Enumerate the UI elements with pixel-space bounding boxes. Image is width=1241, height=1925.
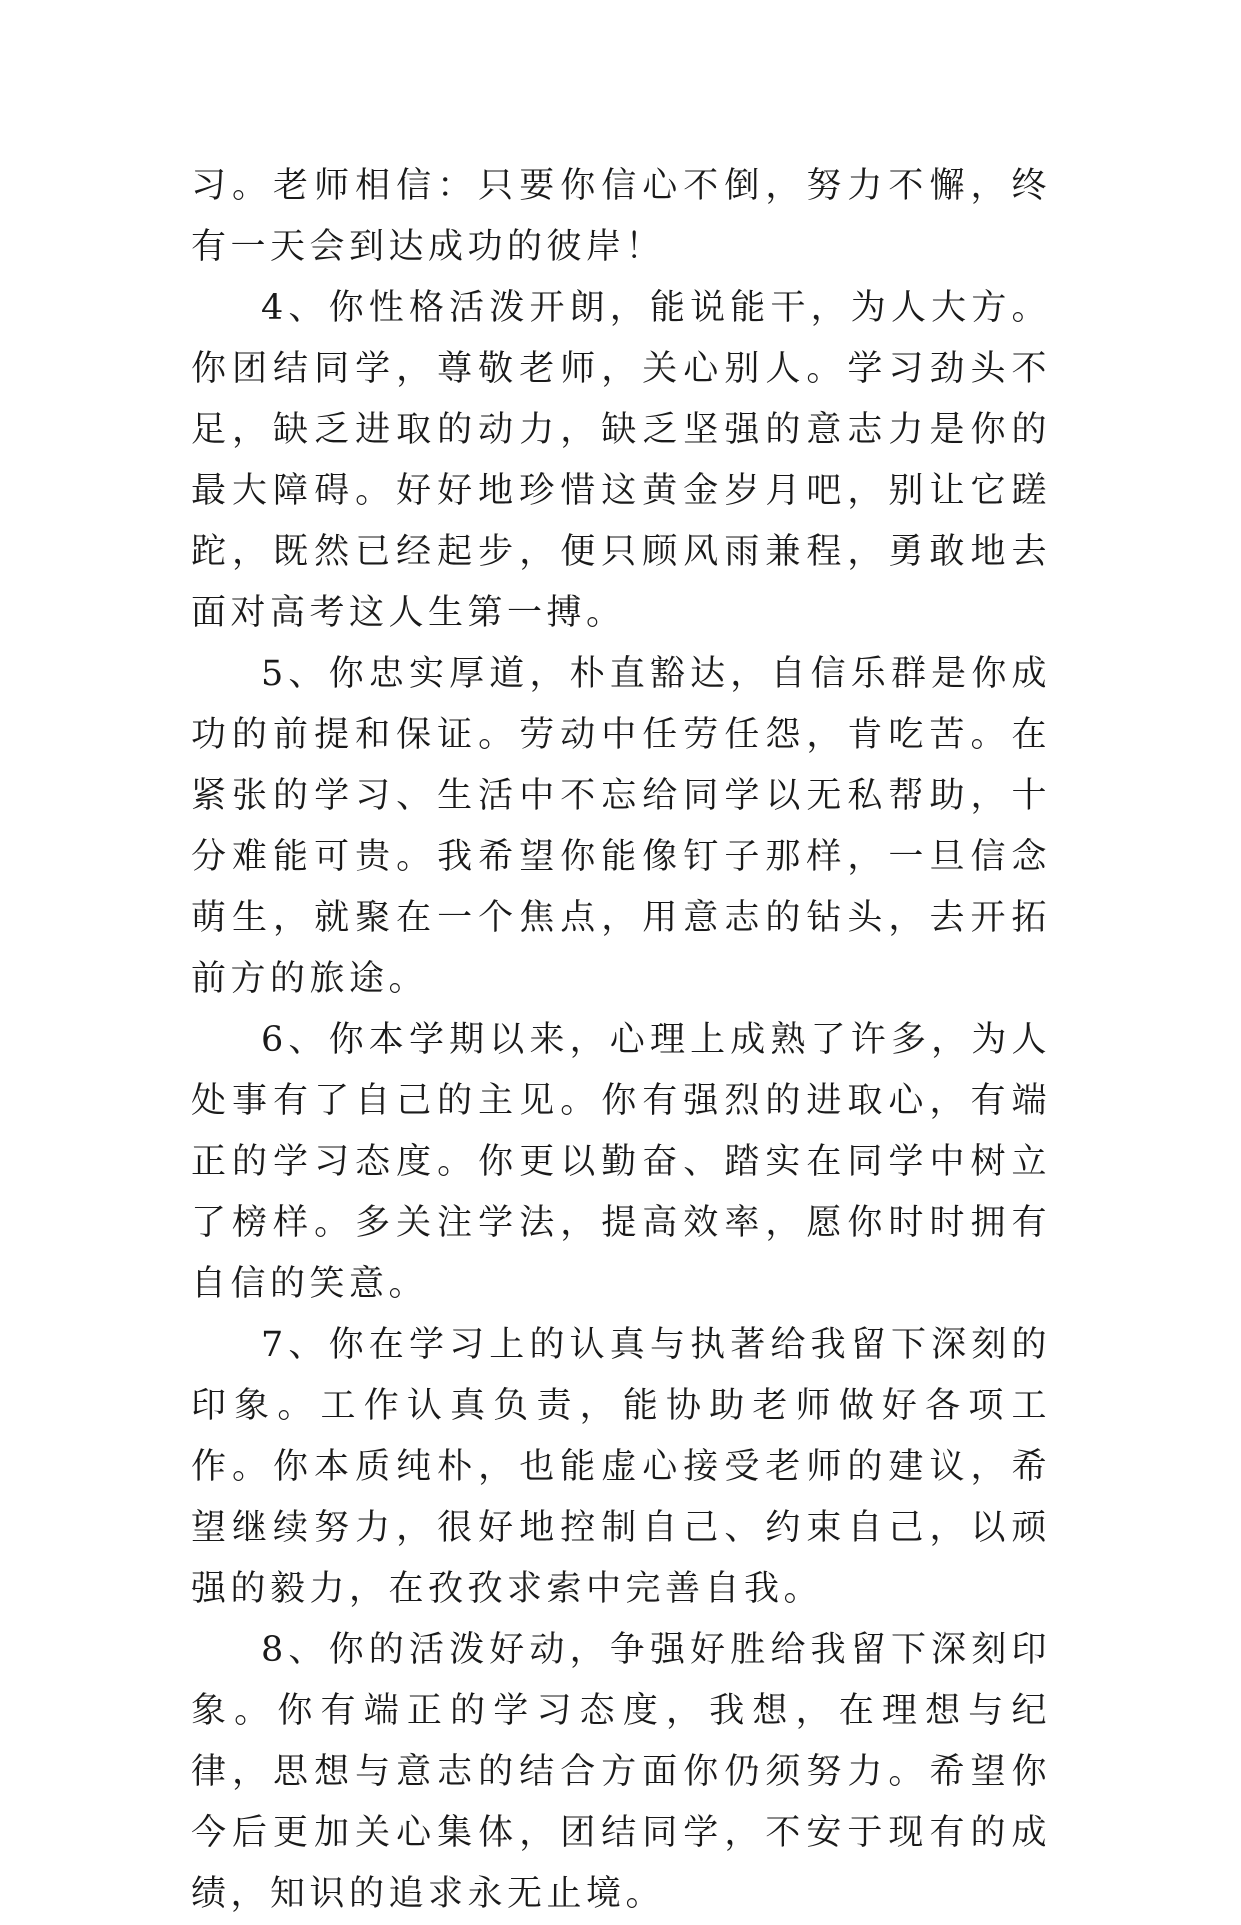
- paragraph-8: 8、你的活泼好动，争强好胜给我留下深刻印象。你有端正的学习态度，我想，在理想与纪律，思想与意志的结合方面你仍须努力。希望你今后更加关心集体，团结同学，不安于现有的成绩，知识的追求永无止境。: [191, 1630, 1051, 1914]
- paragraph-7: 7、你在学习上的认真与执著给我留下深刻的印象。工作认真负责，能协助老师做好各项工作。你本质纯朴，也能虚心接受老师的建议，希望继续努力，很好地控制自己、约束自己，以顽强的毅力，在孜孜求索中完善自我。: [191, 1325, 1051, 1609]
- paragraph-5: 5、你忠实厚道，朴直豁达，自信乐群是你成功的前提和保证。劳动中任劳任怨，肯吃苦。在紧张的学习、生活中不忘给同学以无私帮助，十分难能可贵。我希望你能像钉子那样，一旦信念萌生，就聚在一个焦点，用意志的钻头，去开拓前方的旅途。: [191, 654, 1051, 999]
- paragraph-4: 4、你性格活泼开朗，能说能干，为人大方。你团结同学，尊敬老师，关心别人。学习劲头不足，缺乏进取的动力，缺乏坚强的意志力是你的最大障碍。好好地珍惜这黄金岁月吧，别让它蹉跎，既然已经起步，便只顾风雨兼程，勇敢地去面对高考这人生第一搏。: [191, 288, 1051, 633]
- paragraph-continued: 习。老师相信：只要你信心不倒，努力不懈，终有一天会到达成功的彼岸！: [191, 166, 1051, 267]
- paragraph-6: 6、你本学期以来，心理上成熟了许多，为人处事有了自己的主见。你有强烈的进取心，有端正的学习态度。你更以勤奋、踏实在同学中树立了榜样。多关注学法，提高效率，愿你时时拥有自信的笑意。: [191, 1020, 1051, 1304]
- document-body: [191, 156, 1051, 1925]
